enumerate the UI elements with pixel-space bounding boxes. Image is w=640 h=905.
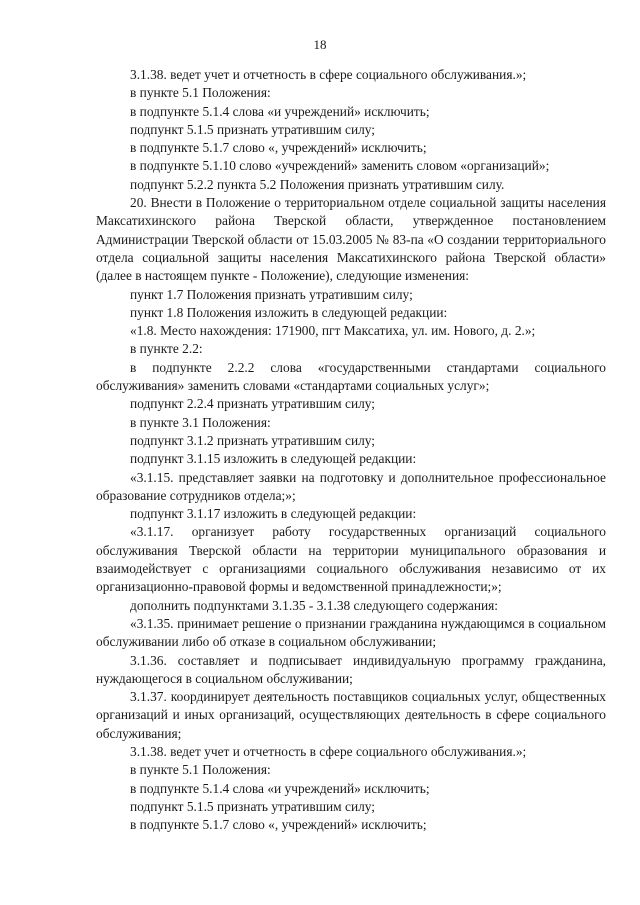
paragraph: подпункт 5.1.5 признать утратившим силу; xyxy=(130,798,376,814)
paragraph: подпункт 3.1.2 признать утратившим силу; xyxy=(130,432,376,448)
page-number: 18 xyxy=(313,37,327,52)
document-body xyxy=(96,66,606,834)
paragraph: в пункте 5.1 Положения: xyxy=(130,85,271,101)
paragraph: в пункте 2.2: xyxy=(130,341,203,357)
paragraph: в подпункте 5.1.10 слово «учреждений» заменить словом «организаций»; xyxy=(130,158,550,174)
paragraph: 3.1.38. ведет учет и отчетность в сфере социального обслуживания.»; xyxy=(130,67,527,82)
paragraph: в пункте 3.1 Положения: xyxy=(130,414,271,430)
paragraph: в подпункте 2.2.2 слова «государственными стандартами социального обслуживания» заменить словами «стандартами социальных услуг»; xyxy=(96,359,606,394)
paragraph: подпункт 3.1.15 изложить в следующей редакции: xyxy=(130,451,417,467)
paragraph: в подпункте 5.1.7 слово «, учреждений» исключить; xyxy=(130,817,427,833)
paragraph: подпункт 2.2.4 признать утратившим силу; xyxy=(130,396,376,412)
paragraph: «3.1.35. принимает решение о признании гражданина нуждающимся в социальном обслуживании либо об отказе в социальном обслуживании; xyxy=(96,615,606,650)
paragraph: дополнить подпунктами 3.1.35 - 3.1.38 следующего содержания: xyxy=(130,597,499,613)
paragraph: пункт 1.8 Положения изложить в следующей редакции: xyxy=(130,304,448,320)
paragraph: в подпункте 5.1.4 слова «и учреждений» исключить; xyxy=(130,103,430,119)
paragraph: «3.1.17. организует работу государственных организаций социального обслуживания Тверской области на территории муниципального образования и взаимодействует с организациями социального обслуживания независимо от их организационно-правовой формы и ведомственной принадлежности;»; xyxy=(96,524,606,595)
paragraph: пункт 1.7 Положения признать утратившим силу; xyxy=(130,286,413,302)
paragraph: подпункт 5.2.2 пункта 5.2 Положения признать утратившим силу. xyxy=(130,176,505,192)
paragraph: подпункт 5.1.5 признать утратившим силу; xyxy=(130,121,376,137)
paragraph: в подпункте 5.1.7 слово «, учреждений» исключить; xyxy=(130,140,427,156)
paragraph: «1.8. Место нахождения: 171900, пгт Максатиха, ул. им. Нового, д. 2.»; xyxy=(130,323,536,339)
paragraph: в пункте 5.1 Положения: xyxy=(130,762,271,778)
paragraph: 3.1.36. составляет и подписывает индивидуальную программу гражданина, нуждающегося в социальном обслуживании; xyxy=(96,652,606,686)
paragraph: 20. Внести в Положение о территориальном отделе социальной защиты населения Максатихинского района Тверской области, утвержденное постановлением Администрации Тверской области от 15.03.2005 № 83-па «О создании территориального отдела социальной защиты населения Максатихинского района Тверской области» (далее в настоящем пункте - Положение), следующие изменения: xyxy=(96,195,606,284)
paragraph: 3.1.38. ведет учет и отчетность в сфере социального обслуживания.»; xyxy=(130,743,527,759)
paragraph: подпункт 3.1.17 изложить в следующей редакции: xyxy=(130,506,417,522)
paragraph: «3.1.15. представляет заявки на подготовку и дополнительное профессиональное образование сотрудников отдела;»; xyxy=(96,469,606,503)
paragraph: в подпункте 5.1.4 слова «и учреждений» исключить; xyxy=(130,780,430,796)
paragraph: 3.1.37. координирует деятельность поставщиков социальных услуг, общественных организаций и иных организаций, осуществляющих деятельность в сфере социального обслуживания; xyxy=(96,689,606,741)
